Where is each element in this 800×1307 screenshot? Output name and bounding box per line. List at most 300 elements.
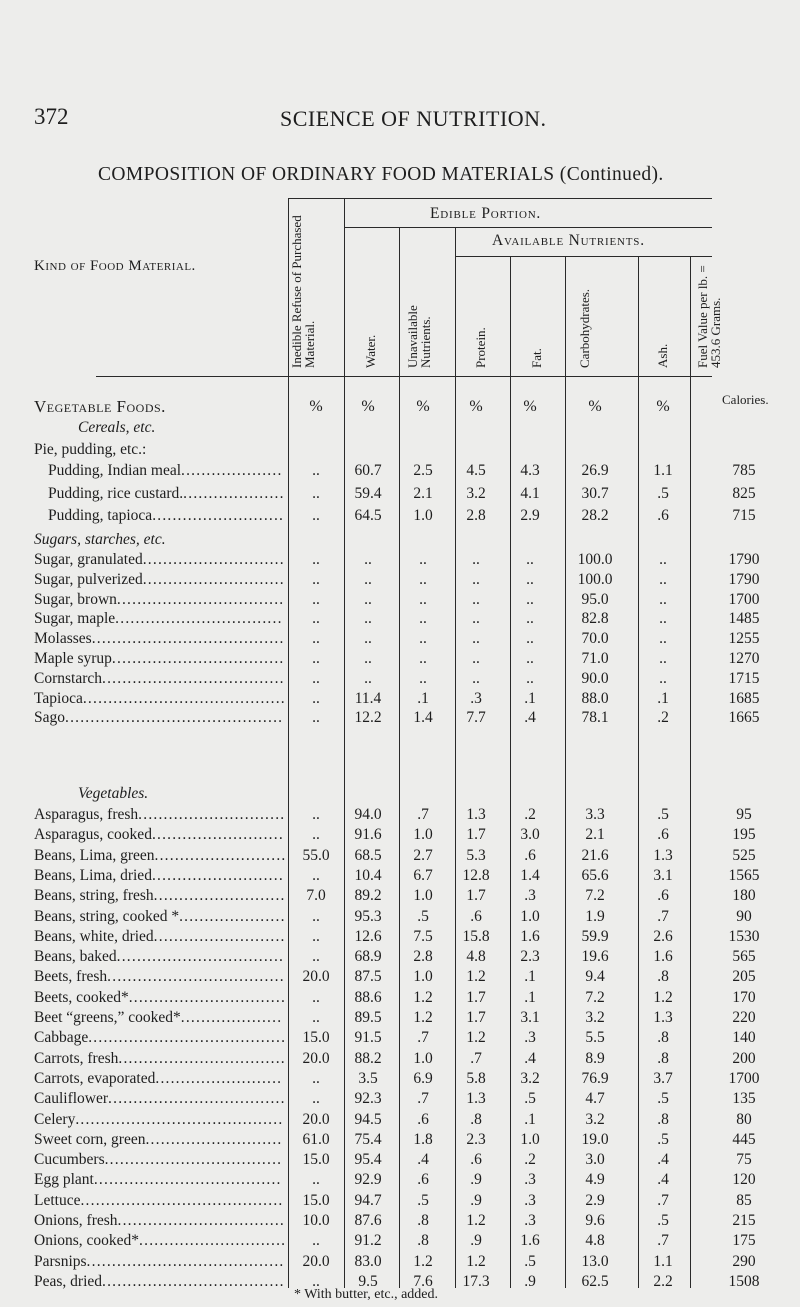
cell-fuel: 1530 bbox=[728, 927, 760, 945]
cell-fuel: 170 bbox=[732, 988, 756, 1006]
cell-ash: 1.3 bbox=[653, 846, 673, 864]
cell-unavailable: .4 bbox=[417, 1151, 429, 1169]
cell-carbo: 19.0 bbox=[581, 1130, 609, 1148]
cell-fuel: 525 bbox=[732, 846, 756, 864]
unit-percent: % bbox=[588, 398, 602, 415]
cell-fuel: 1665 bbox=[728, 709, 760, 727]
cell-fuel: 825 bbox=[732, 484, 756, 502]
cell-water: .. bbox=[364, 551, 372, 568]
footnote: * With butter, etc., added. bbox=[294, 1287, 439, 1302]
row-label-text: Egg plant bbox=[34, 1171, 94, 1189]
cell-carbo: 3.3 bbox=[585, 806, 605, 823]
row-label-text: Asparagus, cooked bbox=[34, 826, 152, 844]
cell-fuel: 1565 bbox=[728, 866, 760, 884]
cell-refuse: .. bbox=[312, 927, 320, 945]
cell-fuel: 1255 bbox=[728, 630, 760, 648]
leader-dots: ......................................... bbox=[75, 1110, 284, 1128]
cell-water: 3.5 bbox=[358, 1069, 378, 1087]
cell-water: 75.4 bbox=[354, 1130, 382, 1148]
leader-dots: ......................... bbox=[155, 1069, 283, 1087]
row-label bbox=[34, 1029, 286, 1047]
cell-fuel: 205 bbox=[732, 968, 756, 986]
row-label-text: Beets, fresh bbox=[34, 968, 108, 986]
row-label-text: Sugar, brown bbox=[34, 590, 117, 608]
cell-fuel: 1685 bbox=[728, 689, 760, 707]
row-label-text: Tapioca bbox=[34, 689, 83, 707]
cell-protein: .. bbox=[472, 650, 480, 667]
row-label bbox=[34, 1070, 282, 1088]
cell-carbo: 9.6 bbox=[585, 1212, 605, 1229]
cell-water: 92.3 bbox=[354, 1090, 382, 1108]
leader-dots: ................................... bbox=[108, 1090, 286, 1108]
cell-refuse: 10.0 bbox=[302, 1212, 330, 1229]
row-label-text: Molasses bbox=[34, 630, 92, 648]
row-label-text: Lettuce bbox=[34, 1191, 81, 1209]
cell-refuse: .. bbox=[312, 689, 320, 707]
table-row bbox=[0, 507, 800, 528]
cell-fuel: 195 bbox=[732, 826, 756, 844]
leader-dots: .................... bbox=[180, 1009, 283, 1026]
cell-unavailable: .8 bbox=[417, 1232, 429, 1250]
cell-water: .. bbox=[364, 570, 372, 588]
cell-carbo: 76.9 bbox=[581, 1069, 609, 1087]
cell-fat: .4 bbox=[524, 709, 536, 727]
cell-refuse: .. bbox=[312, 507, 320, 524]
cell-fat: .1 bbox=[524, 988, 536, 1006]
cell-unavailable: 1.8 bbox=[413, 1130, 433, 1148]
leader-dots: .......................... bbox=[152, 507, 285, 524]
cell-protein: 5.8 bbox=[466, 1069, 486, 1087]
cell-ash: .7 bbox=[657, 907, 669, 925]
cell-water: 64.5 bbox=[354, 507, 382, 524]
cell-refuse: 15.0 bbox=[302, 1191, 330, 1209]
cell-fuel: 1700 bbox=[728, 590, 760, 608]
cell-water: .. bbox=[364, 630, 372, 648]
cell-carbo: 62.5 bbox=[581, 1272, 609, 1290]
cell-protein: 4.5 bbox=[466, 462, 486, 479]
cell-unavailable: .. bbox=[419, 650, 427, 667]
row-label-text: Cabbage bbox=[34, 1029, 89, 1047]
cell-protein: .9 bbox=[470, 1191, 482, 1209]
table-top-rule bbox=[288, 198, 712, 199]
row-label-text: Maple syrup bbox=[34, 650, 112, 667]
cell-carbo: 88.0 bbox=[581, 689, 609, 707]
cell-ash: 3.7 bbox=[653, 1069, 673, 1087]
cell-water: 68.9 bbox=[354, 948, 382, 966]
row-label bbox=[34, 551, 285, 569]
cell-refuse: .. bbox=[312, 610, 320, 628]
cell-refuse: .. bbox=[312, 1171, 320, 1189]
cell-unavailable: .. bbox=[419, 570, 427, 588]
cell-fat: .5 bbox=[524, 1090, 536, 1108]
leader-dots: ........................................ bbox=[82, 689, 286, 707]
leader-dots: ........................................... bbox=[65, 709, 284, 727]
cell-fat: .1 bbox=[524, 1110, 536, 1128]
leader-dots: ............................... bbox=[128, 988, 287, 1006]
row-label-text: Cauliflower bbox=[34, 1090, 109, 1108]
cell-fat: .3 bbox=[524, 1171, 536, 1189]
cell-unavailable: 1.0 bbox=[413, 887, 433, 905]
cell-protein: 1.3 bbox=[466, 1090, 486, 1108]
row-label bbox=[34, 1050, 286, 1068]
table-row bbox=[0, 847, 800, 868]
cell-ash: 2.2 bbox=[653, 1272, 673, 1290]
cell-water: .. bbox=[364, 610, 372, 628]
cell-refuse: .. bbox=[312, 948, 320, 966]
header-carbohydrates: Carbohydrates. bbox=[577, 288, 592, 368]
table-row bbox=[0, 1050, 800, 1071]
unit-percent: % bbox=[469, 398, 483, 415]
cell-unavailable: 2.7 bbox=[413, 846, 433, 864]
header-fuel-value: Fuel Value per lb. = 453.6 Grams. bbox=[695, 265, 723, 368]
leader-dots: ................................. bbox=[116, 590, 285, 608]
row-label bbox=[34, 1009, 282, 1027]
cell-protein: .6 bbox=[470, 1151, 482, 1169]
cell-carbo: 26.9 bbox=[581, 462, 609, 479]
cell-protein: .7 bbox=[470, 1049, 482, 1067]
cell-fuel: 180 bbox=[732, 887, 756, 905]
cell-fat: 2.9 bbox=[520, 507, 540, 524]
cell-refuse: .. bbox=[312, 1272, 320, 1290]
cell-protein: 2.8 bbox=[466, 507, 486, 524]
table-row bbox=[0, 1253, 800, 1274]
cell-ash: .5 bbox=[657, 484, 669, 502]
leader-dots: ............................. bbox=[138, 806, 286, 823]
cell-protein: 1.7 bbox=[466, 826, 486, 844]
cell-refuse: .. bbox=[312, 630, 320, 648]
row-label-text: Beans, Lima, green bbox=[34, 846, 155, 864]
cell-unavailable: 1.2 bbox=[413, 1009, 433, 1026]
cell-fat: .2 bbox=[524, 1151, 536, 1169]
cell-fat: .. bbox=[526, 590, 534, 608]
table-row bbox=[0, 650, 800, 671]
cell-ash: .. bbox=[659, 630, 667, 648]
row-label-text: Pudding, Indian meal bbox=[48, 462, 182, 479]
cell-water: 89.5 bbox=[354, 1009, 382, 1026]
row-label bbox=[48, 485, 285, 503]
cell-water: .. bbox=[364, 650, 372, 667]
cell-refuse: 61.0 bbox=[302, 1130, 330, 1148]
cell-ash: .. bbox=[659, 551, 667, 568]
cell-fuel: 200 bbox=[732, 1049, 756, 1067]
table-row bbox=[0, 610, 800, 631]
cell-refuse: .. bbox=[312, 826, 320, 844]
cell-protein: 2.3 bbox=[466, 1130, 486, 1148]
leader-dots: .......................... bbox=[151, 826, 284, 844]
cell-carbo: 100.0 bbox=[577, 551, 613, 568]
cell-fuel: 75 bbox=[736, 1151, 752, 1169]
cell-fat: .1 bbox=[524, 689, 536, 707]
cell-fuel: 80 bbox=[736, 1110, 752, 1128]
cell-refuse: .. bbox=[312, 462, 320, 479]
header-bottom-rule bbox=[96, 376, 712, 377]
cell-refuse: .. bbox=[312, 907, 320, 925]
cell-refuse: .. bbox=[312, 551, 320, 568]
cell-ash: 2.6 bbox=[653, 927, 673, 945]
cell-unavailable: .8 bbox=[417, 1212, 429, 1229]
row-label bbox=[34, 1111, 283, 1129]
cell-protein: 12.8 bbox=[462, 866, 490, 884]
table-row bbox=[0, 462, 800, 483]
cell-fat: 3.1 bbox=[520, 1009, 540, 1026]
cell-fat: .4 bbox=[524, 1049, 536, 1067]
table-row bbox=[0, 1009, 800, 1030]
cell-unavailable: 1.2 bbox=[413, 1252, 433, 1270]
cell-unavailable: 6.9 bbox=[413, 1069, 433, 1087]
row-label-text: Beans, string, cooked * bbox=[34, 907, 180, 925]
cell-fat: 1.4 bbox=[520, 866, 540, 884]
table-row bbox=[0, 690, 800, 711]
table-row bbox=[0, 948, 800, 969]
cell-ash: .5 bbox=[657, 806, 669, 823]
row-label bbox=[48, 507, 284, 525]
cell-carbo: 59.9 bbox=[581, 927, 609, 945]
cell-refuse: .. bbox=[312, 866, 320, 884]
cell-protein: 1.7 bbox=[466, 988, 486, 1006]
cell-carbo: 8.9 bbox=[585, 1049, 605, 1067]
cell-water: 9.5 bbox=[358, 1272, 378, 1290]
cell-protein: .. bbox=[472, 630, 480, 648]
cell-refuse: 20.0 bbox=[302, 1049, 330, 1067]
cell-refuse: 55.0 bbox=[302, 846, 330, 864]
cell-fat: .1 bbox=[524, 968, 536, 986]
cell-ash: 1.2 bbox=[653, 988, 673, 1006]
cell-protein: 5.3 bbox=[466, 846, 486, 864]
row-label-text: Cornstarch bbox=[34, 669, 103, 687]
cell-ash: 3.1 bbox=[653, 866, 673, 884]
row-label-text: Beans, string, fresh bbox=[34, 887, 154, 905]
row-label bbox=[34, 709, 283, 727]
cell-water: 91.5 bbox=[354, 1029, 382, 1047]
cell-water: 11.4 bbox=[354, 689, 382, 707]
cell-protein: 3.2 bbox=[466, 484, 486, 502]
row-label bbox=[34, 968, 285, 986]
cell-fuel: 120 bbox=[732, 1171, 756, 1189]
leader-dots: ................................. bbox=[117, 1212, 286, 1229]
row-label bbox=[34, 1232, 286, 1250]
cell-fuel: 85 bbox=[736, 1191, 752, 1209]
cell-fuel: 1715 bbox=[728, 669, 760, 687]
header-ash: Ash. bbox=[655, 343, 670, 368]
cell-ash: 1.1 bbox=[653, 462, 673, 479]
cell-refuse: .. bbox=[312, 1069, 320, 1087]
cell-water: 92.9 bbox=[354, 1171, 382, 1189]
leader-dots: ................................... bbox=[104, 1151, 283, 1169]
table-title: COMPOSITION OF ORDINARY FOOD MATERIALS (Continued). bbox=[98, 164, 664, 185]
cell-unavailable: .5 bbox=[417, 907, 429, 925]
row-label-text: Asparagus, fresh bbox=[34, 806, 139, 823]
unit-percent: % bbox=[523, 398, 537, 415]
cell-protein: .3 bbox=[470, 689, 482, 707]
row-label-text: Pudding, tapioca bbox=[48, 507, 153, 524]
leader-dots: .......................... bbox=[153, 927, 286, 945]
cell-unavailable: .5 bbox=[417, 1191, 429, 1209]
unit-percent: % bbox=[416, 398, 430, 415]
leader-dots: .......................... bbox=[151, 866, 284, 884]
unit-percent: % bbox=[361, 398, 375, 415]
cell-refuse: .. bbox=[312, 669, 320, 687]
row-label bbox=[34, 908, 286, 926]
table-row bbox=[0, 968, 800, 989]
cell-water: 94.0 bbox=[354, 806, 382, 823]
cell-refuse: 20.0 bbox=[302, 1252, 330, 1270]
cell-carbo: 2.9 bbox=[585, 1191, 605, 1209]
leader-dots: ..................... bbox=[179, 907, 286, 925]
section-vegetable-foods: Vegetable Foods. bbox=[34, 397, 166, 416]
row-label bbox=[34, 591, 284, 609]
cell-water: 94.5 bbox=[354, 1110, 382, 1128]
table-row bbox=[0, 1232, 800, 1253]
cell-unavailable: .1 bbox=[417, 689, 429, 707]
cell-refuse: .. bbox=[312, 1009, 320, 1026]
cell-refuse: .. bbox=[312, 484, 320, 502]
row-label-text: Sugar, pulverized bbox=[34, 570, 143, 588]
cell-fat: .. bbox=[526, 610, 534, 628]
cell-water: 87.6 bbox=[354, 1212, 382, 1229]
row-label bbox=[34, 887, 286, 905]
cell-ash: .6 bbox=[657, 826, 669, 844]
cell-fat: 3.0 bbox=[520, 826, 540, 844]
table-row bbox=[0, 551, 800, 572]
table-row bbox=[0, 1090, 800, 1111]
leader-dots: .................... bbox=[183, 484, 285, 502]
table-row bbox=[0, 928, 800, 949]
leader-dots: ..................................... bbox=[93, 1171, 282, 1189]
leader-dots: .................................. bbox=[111, 650, 285, 667]
cell-unavailable: 6.7 bbox=[413, 866, 433, 884]
row-label bbox=[34, 1212, 285, 1230]
row-label bbox=[34, 1273, 285, 1291]
cell-ash: .8 bbox=[657, 1029, 669, 1047]
cell-carbo: 30.7 bbox=[581, 484, 609, 502]
leader-dots: ................................. bbox=[118, 1049, 286, 1067]
row-label bbox=[34, 1171, 282, 1189]
cell-unavailable: .. bbox=[419, 551, 427, 568]
row-label-text: Beans, Lima, dried bbox=[34, 866, 152, 884]
row-label-text: Celery bbox=[34, 1110, 76, 1128]
cell-carbo: 70.0 bbox=[581, 630, 609, 648]
cell-refuse: 7.0 bbox=[306, 887, 326, 905]
cell-refuse: 15.0 bbox=[302, 1029, 330, 1047]
row-label bbox=[34, 610, 283, 628]
cell-unavailable: .6 bbox=[417, 1171, 429, 1189]
cell-ash: .7 bbox=[657, 1191, 669, 1209]
cell-ash: 1.1 bbox=[653, 1252, 673, 1270]
cell-water: 95.4 bbox=[354, 1151, 382, 1169]
cell-carbo: 3.2 bbox=[585, 1110, 605, 1128]
cell-unavailable: 1.4 bbox=[413, 709, 433, 727]
cell-fuel: 1790 bbox=[728, 570, 760, 588]
section-pie: Pie, pudding, etc.: bbox=[34, 441, 147, 458]
row-label-text: Onions, cooked* bbox=[34, 1232, 140, 1250]
cell-carbo: 100.0 bbox=[577, 570, 613, 588]
cell-carbo: 4.9 bbox=[585, 1171, 605, 1189]
header-water: Water. bbox=[363, 334, 378, 368]
cell-fuel: 90 bbox=[736, 907, 752, 925]
cell-carbo: 7.2 bbox=[585, 887, 605, 905]
cell-unavailable: .7 bbox=[417, 806, 429, 823]
cell-carbo: 28.2 bbox=[581, 507, 609, 524]
cell-fat: .5 bbox=[524, 1252, 536, 1270]
table-row bbox=[0, 1192, 800, 1213]
unit-percent: % bbox=[309, 398, 323, 415]
row-label bbox=[34, 1253, 284, 1271]
leader-dots: .................... bbox=[181, 462, 283, 479]
cell-protein: 17.3 bbox=[462, 1272, 490, 1290]
cell-refuse: .. bbox=[312, 1232, 320, 1250]
cell-unavailable: 2.8 bbox=[413, 948, 433, 966]
leader-dots: ................................. bbox=[116, 948, 285, 966]
cell-fuel: 785 bbox=[732, 462, 756, 479]
cell-fat: .3 bbox=[524, 1191, 536, 1209]
cell-unavailable: .7 bbox=[417, 1090, 429, 1108]
cell-unavailable: 1.0 bbox=[413, 507, 433, 524]
table-row bbox=[0, 1111, 800, 1132]
table-row bbox=[0, 1029, 800, 1050]
cell-water: 88.2 bbox=[354, 1049, 382, 1067]
cell-carbo: 3.0 bbox=[585, 1151, 605, 1169]
cell-ash: 1.6 bbox=[653, 948, 673, 966]
cell-water: .. bbox=[364, 590, 372, 608]
cell-ash: .8 bbox=[657, 1049, 669, 1067]
cell-protein: 1.7 bbox=[466, 887, 486, 905]
cell-carbo: 65.6 bbox=[581, 866, 609, 884]
leader-dots: ................................. bbox=[115, 610, 283, 628]
cell-unavailable: 2.5 bbox=[413, 462, 433, 479]
row-label bbox=[34, 989, 286, 1007]
cell-carbo: 4.7 bbox=[585, 1090, 605, 1108]
cell-protein: .. bbox=[472, 610, 480, 628]
cell-water: 68.5 bbox=[354, 846, 382, 864]
leader-dots: .......................... bbox=[153, 887, 286, 905]
cell-refuse: .. bbox=[312, 1090, 320, 1108]
row-label-text: Carrots, evaporated bbox=[34, 1069, 156, 1087]
row-label-text: Beans, baked bbox=[34, 948, 117, 966]
cell-carbo: 3.2 bbox=[585, 1009, 605, 1026]
row-label-text: Carrots, fresh bbox=[34, 1049, 119, 1067]
cell-water: 59.4 bbox=[354, 484, 382, 502]
header-kind: Kind of Food Material. bbox=[34, 258, 196, 274]
cell-fuel: 1700 bbox=[728, 1069, 760, 1087]
cell-carbo: 21.6 bbox=[581, 846, 609, 864]
available-rule bbox=[455, 256, 712, 257]
section-cereals: Cereals, etc. bbox=[78, 419, 156, 436]
row-label-text: Beans, white, dried bbox=[34, 927, 154, 945]
cell-ash: .4 bbox=[657, 1151, 669, 1169]
cell-unavailable: 1.0 bbox=[413, 1049, 433, 1067]
table-row bbox=[0, 806, 800, 827]
table-row bbox=[0, 709, 800, 730]
cell-ash: .4 bbox=[657, 1171, 669, 1189]
cell-ash: .8 bbox=[657, 1110, 669, 1128]
row-label-text: Beet “greens,” cooked* bbox=[34, 1009, 181, 1026]
cell-fat: .3 bbox=[524, 887, 536, 905]
cell-water: 88.6 bbox=[354, 988, 382, 1006]
table-row bbox=[0, 1131, 800, 1152]
cell-fuel: 715 bbox=[732, 507, 756, 524]
table-row bbox=[0, 630, 800, 651]
cell-protein: 1.2 bbox=[466, 968, 486, 986]
section-sugars: Sugars, starches, etc. bbox=[34, 531, 166, 548]
row-label-text: Peas, dried bbox=[34, 1272, 103, 1290]
cell-fuel: 290 bbox=[732, 1252, 756, 1270]
cell-carbo: 19.6 bbox=[581, 948, 609, 966]
cell-water: 60.7 bbox=[354, 462, 382, 479]
table-row bbox=[0, 826, 800, 847]
row-label bbox=[34, 1192, 283, 1210]
cell-ash: .5 bbox=[657, 1212, 669, 1229]
row-label bbox=[34, 1090, 286, 1108]
